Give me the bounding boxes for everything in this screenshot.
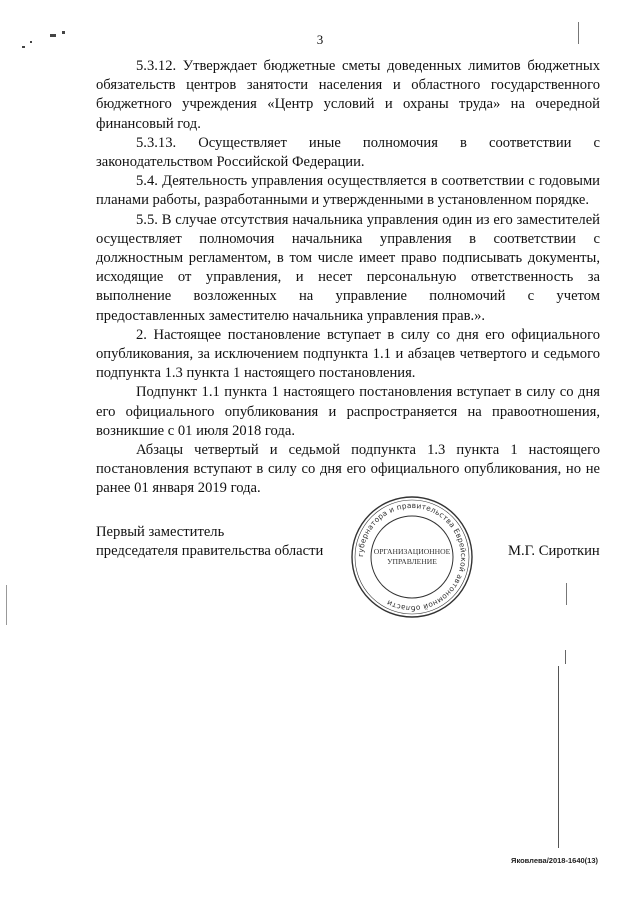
footer-code: Яковлева/2018-1640(13) xyxy=(511,856,598,865)
scan-speck-mark xyxy=(62,31,65,34)
scan-speck-mark xyxy=(50,34,56,37)
paragraph-2: 2. Настоящее постановление вступает в силу со дня его официального опубликования, за исключением подпункта 1.1 и абзацев четвертого и седьмого подпункта 1.3 пункта 1 настоящего постановления. xyxy=(96,326,600,382)
scan-edge-line xyxy=(566,583,567,605)
scan-speck-mark xyxy=(30,41,32,43)
seal-ring-text: губернатора и правительства Еврейской автономной области xyxy=(355,500,469,614)
signer-name: М.Г. Сироткин xyxy=(508,543,600,559)
official-seal xyxy=(349,494,475,620)
seal-center-line2: УПРАВЛЕНИЕ xyxy=(387,557,437,566)
signatory-position xyxy=(96,523,323,561)
page-number: 3 xyxy=(316,32,324,47)
paragraph-5-5: 5.5. В случае отсутствия начальника управления один из его заместителей осуществляет полномочия начальника управления в соответствии с должностным регламентом, в том числе имеет право подписывать документы, исходящие от управления, и несет персональную ответственность за выполнение возложенных на управление полномочий с учетом предоставленных заместителю начальника управления прав.». xyxy=(96,211,600,324)
scan-edge-line xyxy=(565,650,566,664)
body-text xyxy=(96,57,600,499)
paragraph-5-4: 5.4. Деятельность управления осуществляется в соответствии с годовыми планами работы, разработанными и утвержденными в установленном порядке. xyxy=(96,173,600,209)
scan-edge-line xyxy=(6,585,7,625)
paragraph-5-3-12: 5.3.12. Утверждает бюджетные сметы доведенных лимитов бюджетных обязательств центров занятости населения и областного государственного бюджетного учреждения «Центр условий и охраны труда» на очередной финансовый год. xyxy=(96,58,600,132)
scan-speck-mark xyxy=(22,46,25,48)
scan-edge-line xyxy=(578,22,579,44)
signatory-position-line2: председателя правительства области xyxy=(96,543,324,560)
paragraph-5-3-13: 5.3.13. Осуществляет иные полномочия в соответствии с законодательством Российской Федерации. xyxy=(96,134,600,171)
paragraph-subpoint-1-1: Подпункт 1.1 пункта 1 настоящего постановления вступает в силу со дня его официального опубликования и распространяется на правоотношения, возникшие с 01 июля 2018 года. xyxy=(96,384,600,439)
paragraph-subpoint-1-3: Абзацы четвертый и седьмой подпункта 1.3 пункта 1 настоящего постановления вступают в силу со дня его официального опубликования, но не ранее 01 января 2019 года. xyxy=(96,442,600,497)
signatory-position-line1: Первый заместитель xyxy=(96,524,225,540)
scan-edge-line xyxy=(558,666,559,848)
seal-center-line1: ОРГАНИЗАЦИОННОЕ xyxy=(373,547,451,556)
